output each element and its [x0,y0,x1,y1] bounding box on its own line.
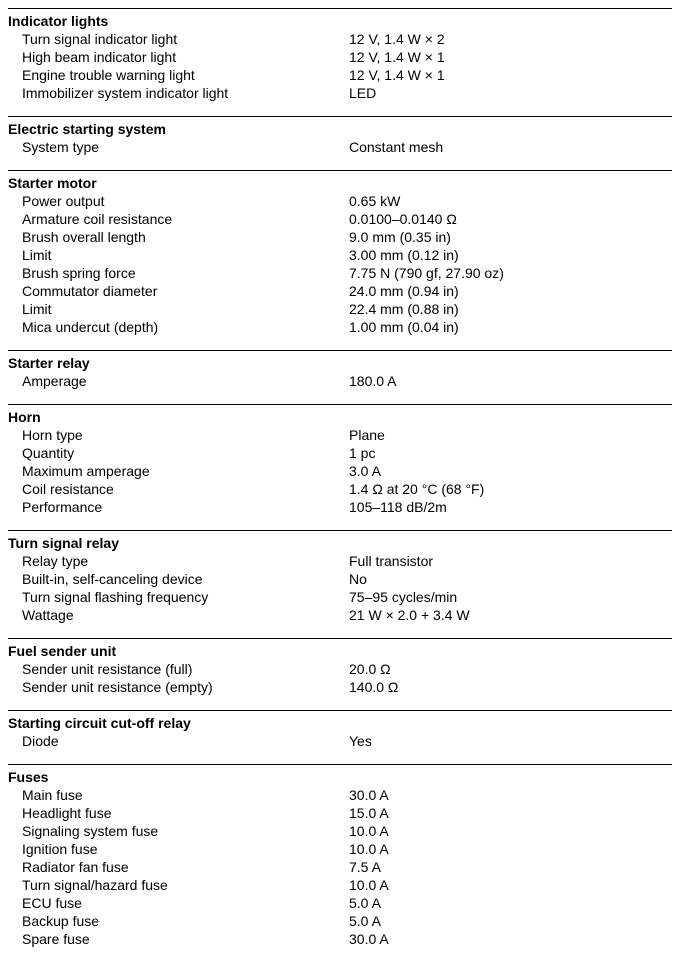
spec-value: 105–118 dB/2m [349,499,447,515]
spec-row [8,876,672,894]
spec-label: Radiator fan fuse [22,859,129,875]
spec-label: Relay type [22,553,89,569]
spec-label: Turn signal/hazard fuse [22,877,168,893]
spec-value: 75–95 cycles/min [349,589,458,605]
spec-value: 180.0 A [349,373,397,389]
spec-label: Amperage [22,373,87,389]
spec-label: Horn type [22,427,83,443]
spec-section [8,710,672,764]
spec-section [8,404,672,530]
spec-value: 0.0100–0.0140 Ω [349,211,457,227]
spec-value: Plane [349,427,385,443]
spec-value: 30.0 A [349,787,389,803]
spec-value: 24.0 mm (0.94 in) [349,283,459,299]
spec-label: Coil resistance [22,481,114,497]
spec-label: Diode [22,733,59,749]
spec-value: 1.4 Ω at 20 °C (68 °F) [349,481,485,497]
spec-row [8,264,672,282]
spec-value: No [349,571,367,587]
section-title: Turn signal relay [8,535,119,551]
section-title: Starter relay [8,355,90,371]
spec-value: 0.65 kW [349,193,401,209]
spec-label: Backup fuse [22,913,100,929]
spec-label: Headlight fuse [22,805,112,821]
spec-label: Limit [22,301,52,317]
spec-value: 12 V, 1.4 W × 1 [349,49,445,65]
spec-row [8,822,672,840]
spec-row [8,552,672,570]
spec-row [8,570,672,588]
spec-row [8,282,672,300]
spec-value: 30.0 A [349,931,389,947]
spec-label: Maximum amperage [22,463,150,479]
spec-label: Sender unit resistance (full) [22,661,193,677]
section-title: Starting circuit cut-off relay [8,715,191,731]
spec-value: Yes [349,733,372,749]
spec-label: High beam indicator light [22,49,177,65]
spec-section [8,170,672,350]
spec-value: 10.0 A [349,841,389,857]
spec-row [8,210,672,228]
spec-label: Ignition fuse [22,841,98,857]
spec-row [8,300,672,318]
section-title: Fuel sender unit [8,643,117,659]
spec-value: 7.5 A [349,859,381,875]
spec-row [8,30,672,48]
spec-row [8,444,672,462]
spec-row [8,786,672,804]
spec-row [8,372,672,390]
spec-row [8,894,672,912]
spec-section [8,638,672,710]
spec-row [8,480,672,498]
spec-row [8,606,672,624]
spec-row [8,840,672,858]
spec-row [8,804,672,822]
spec-label: Turn signal flashing frequency [22,589,209,605]
spec-row [8,498,672,516]
section-title: Fuses [8,769,49,785]
spec-label: Turn signal indicator light [22,31,178,47]
spec-label: Wattage [22,607,74,623]
spec-value: 3.00 mm (0.12 in) [349,247,459,263]
spec-row [8,246,672,264]
spec-value: 21 W × 2.0 + 3.4 W [349,607,470,623]
spec-label: ECU fuse [22,895,82,911]
spec-label: Signaling system fuse [22,823,159,839]
spec-label: Commutator diameter [22,283,158,299]
spec-row [8,426,672,444]
spec-section [8,764,672,962]
section-title: Electric starting system [8,121,166,137]
spec-value: 22.4 mm (0.88 in) [349,301,459,317]
spec-row [8,192,672,210]
spec-row [8,660,672,678]
spec-row [8,66,672,84]
spec-row [8,678,672,696]
spec-row [8,858,672,876]
spec-row [8,84,672,102]
spec-value: 10.0 A [349,823,389,839]
spec-label: Armature coil resistance [22,211,173,227]
spec-value: 20.0 Ω [349,661,391,677]
spec-row [8,318,672,336]
spec-value: Constant mesh [349,139,444,155]
spec-label: Built-in, self-canceling device [22,571,203,587]
spec-label: Sender unit resistance (empty) [22,679,213,695]
section-title: Horn [8,409,41,425]
spec-value: 140.0 Ω [349,679,399,695]
spec-label: Limit [22,247,52,263]
spec-section [8,530,672,638]
section-title: Indicator lights [8,13,109,29]
spec-label: Brush overall length [22,229,146,245]
spec-section [8,116,672,170]
spec-value: 12 V, 1.4 W × 2 [349,31,445,47]
spec-row [8,138,672,156]
spec-table [8,8,672,962]
spec-value: 9.0 mm (0.35 in) [349,229,451,245]
spec-label: Engine trouble warning light [22,67,195,83]
spec-value: 12 V, 1.4 W × 1 [349,67,445,83]
spec-label: Performance [22,499,103,515]
spec-value: 15.0 A [349,805,389,821]
spec-label: Spare fuse [22,931,90,947]
spec-value: 1 pc [349,445,376,461]
section-title: Starter motor [8,175,97,191]
spec-label: Power output [22,193,105,209]
spec-label: Immobilizer system indicator light [22,85,229,101]
spec-section [8,8,672,116]
spec-value: 10.0 A [349,877,389,893]
spec-row [8,588,672,606]
spec-label: Main fuse [22,787,83,803]
spec-value: 7.75 N (790 gf, 27.90 oz) [349,265,504,281]
spec-row [8,732,672,750]
spec-value: 3.0 A [349,463,381,479]
spec-label: Quantity [22,445,75,461]
spec-row [8,228,672,246]
spec-value: Full transistor [349,553,434,569]
spec-row [8,462,672,480]
spec-label: System type [22,139,100,155]
spec-label: Mica undercut (depth) [22,319,159,335]
spec-row [8,930,672,948]
spec-value: 1.00 mm (0.04 in) [349,319,459,335]
spec-label: Brush spring force [22,265,136,281]
spec-section [8,350,672,404]
spec-value: 5.0 A [349,913,381,929]
spec-row [8,48,672,66]
spec-row [8,912,672,930]
spec-value: 5.0 A [349,895,381,911]
spec-value: LED [349,85,377,101]
